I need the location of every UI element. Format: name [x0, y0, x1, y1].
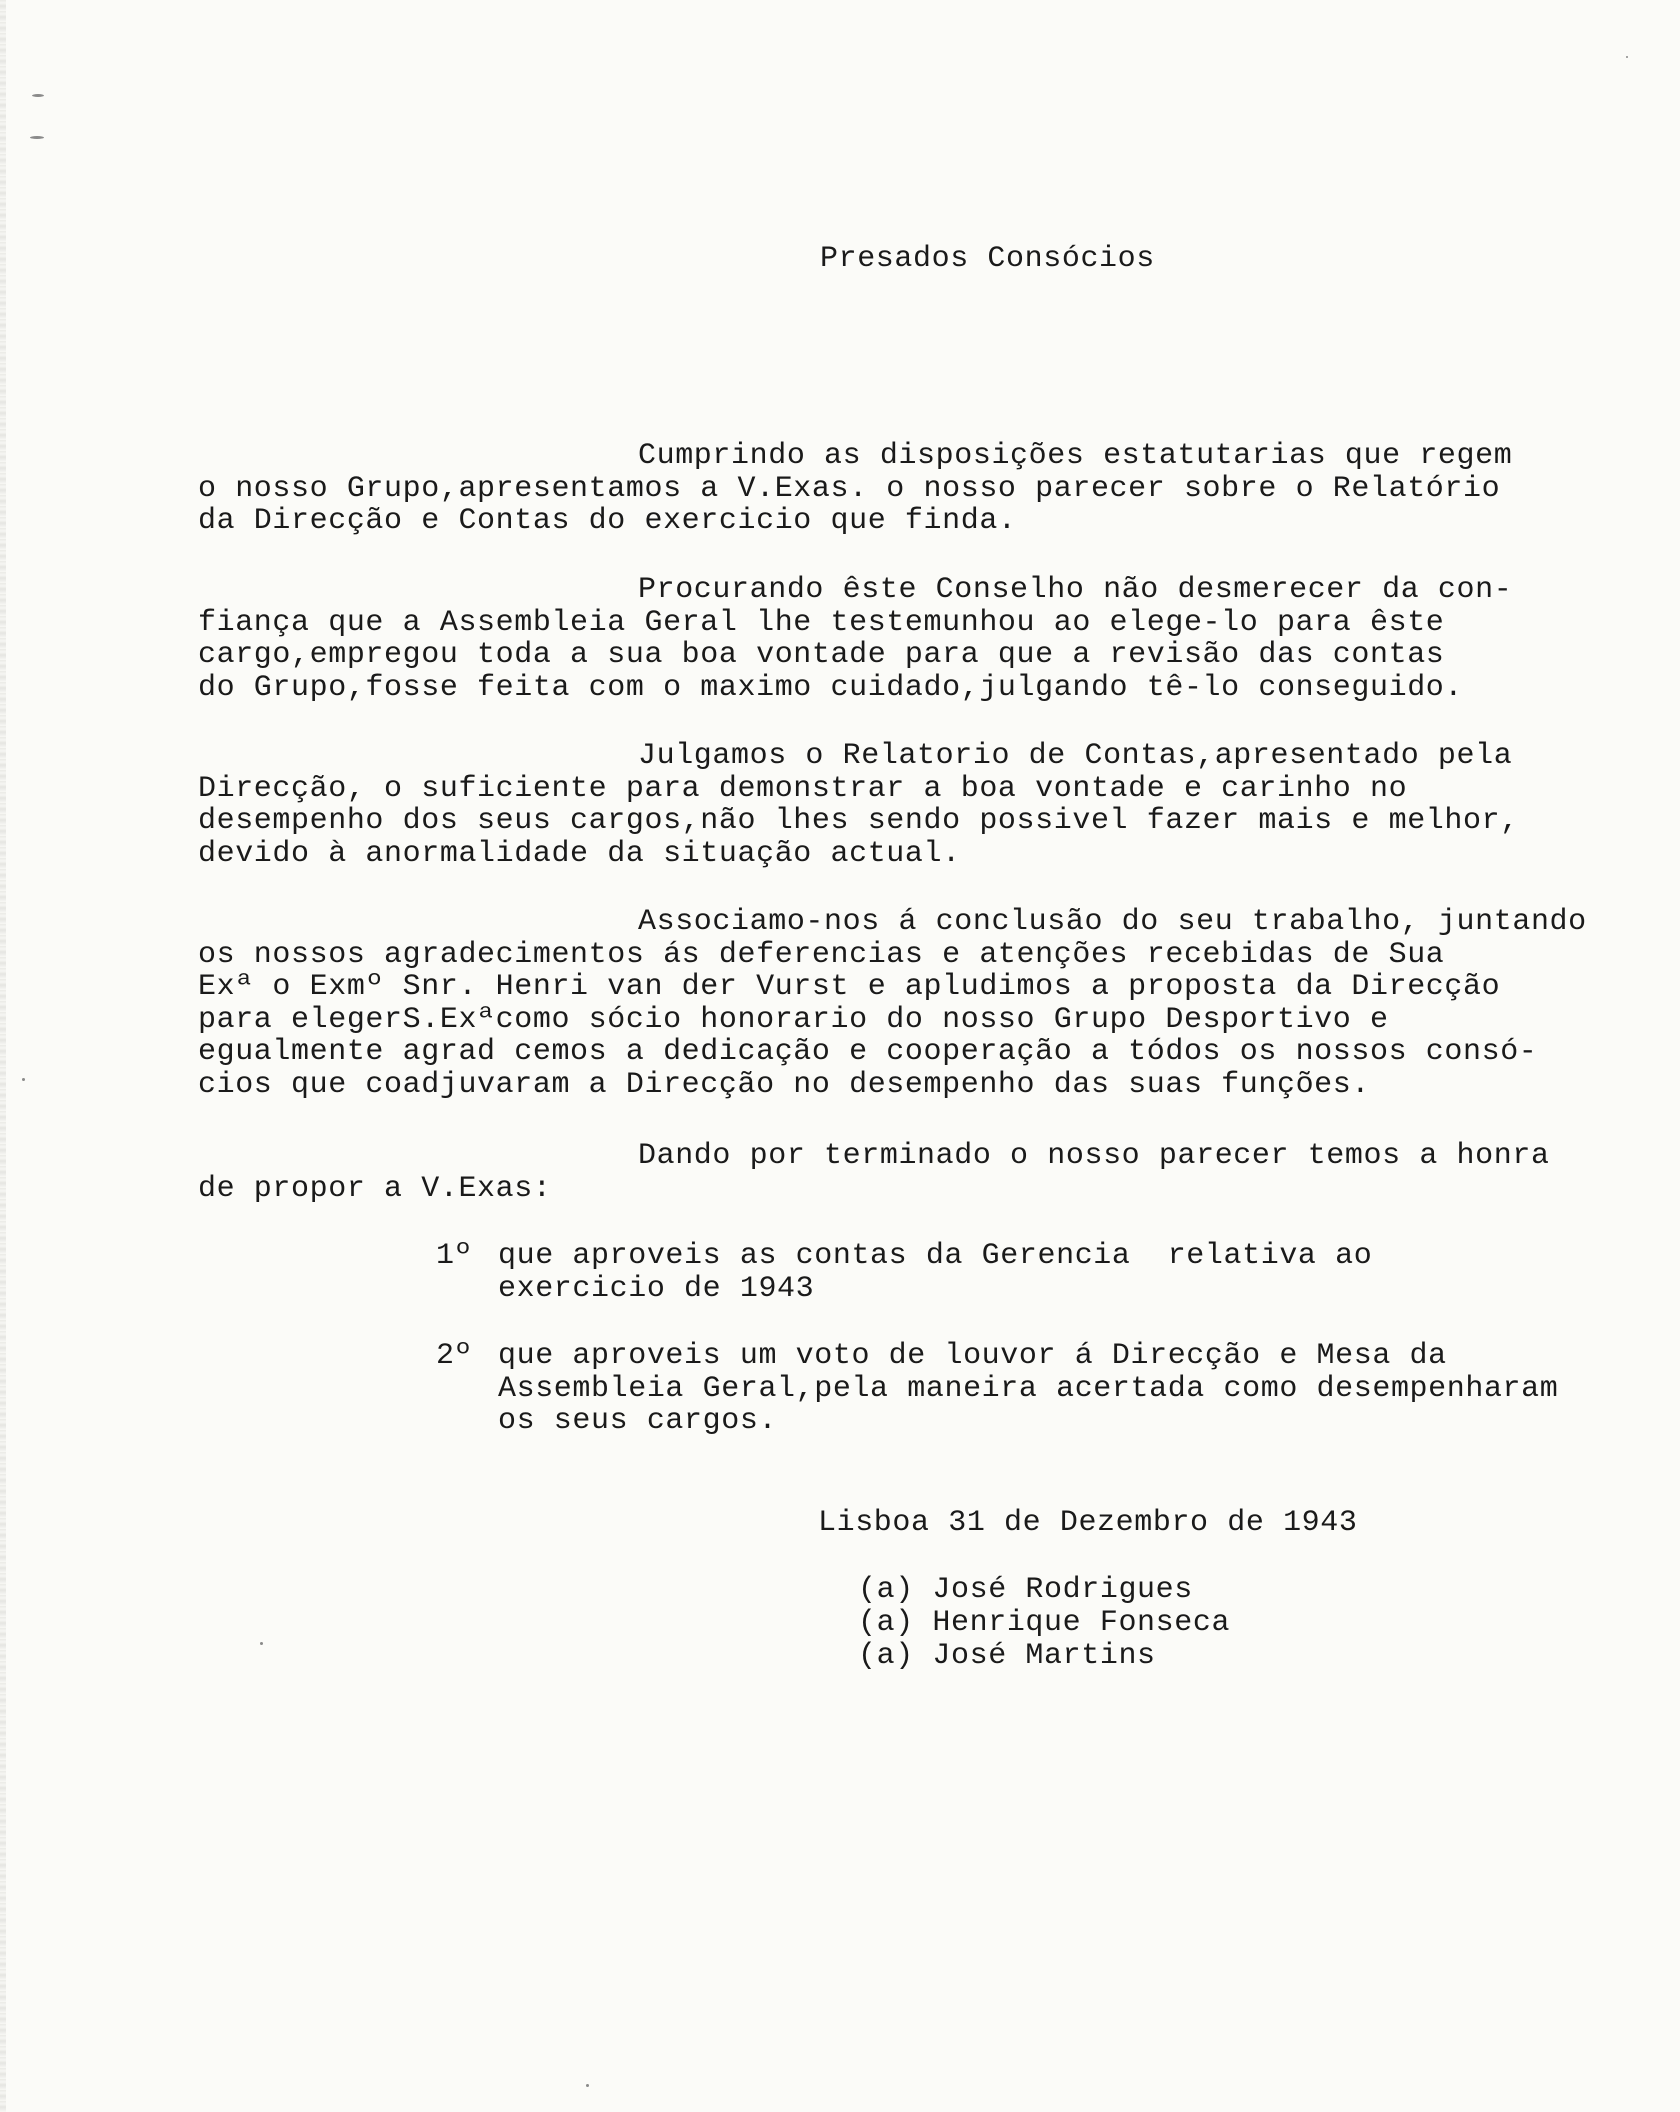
- scan-speck: [260, 1642, 263, 1645]
- paragraph-3: [198, 740, 1658, 870]
- paragraph-line: cios que coadjuvaram a Direcção no desempenho das suas funções.: [198, 1067, 1370, 1102]
- signature-block: [858, 1574, 1230, 1673]
- paragraph-line: desempenho dos seus cargos,não lhes sendo possivel fazer mais e melhor,: [198, 804, 1519, 838]
- paragraph-1: [198, 440, 1658, 538]
- paragraph-line: para elegerS.Exªcomo sócio honorario do nosso Grupo Desportivo e: [198, 1002, 1389, 1037]
- item-line: os seus cargos.: [498, 1404, 778, 1438]
- scan-speck: [22, 1078, 25, 1081]
- signature-line: (a) Henrique Fonseca: [858, 1606, 1231, 1640]
- scan-edge-noise: [0, 0, 6, 2112]
- scan-speck: [32, 94, 44, 97]
- paragraph-line: do Grupo,fosse feita com o maximo cuidado,julgando tê-lo conseguido.: [198, 670, 1463, 705]
- item-number: 1º: [436, 1239, 473, 1273]
- paragraph-line: Direcção, o suficiente para demonstrar a boa vontade e carinho no: [198, 771, 1408, 806]
- paragraph-line: de propor a V.Exas:: [198, 1171, 552, 1206]
- paragraph-line: devido à anormalidade da situação actual.: [198, 836, 961, 871]
- item-number: 2º: [436, 1339, 473, 1373]
- paragraph-line: cargo,empregou toda a sua boa vontade para que a revisão das contas: [198, 638, 1445, 672]
- paragraph-line: fiança que a Assembleia Geral lhe testemunhou ao elege-lo para êste: [198, 605, 1445, 640]
- paragraph-line: os nossos agradecimentos ás deferencias e atenções recebidas de Sua: [198, 937, 1445, 972]
- paragraph-line: Procurando êste Conselho não desmerecer da con-: [638, 573, 1513, 607]
- paragraph-4: [198, 906, 1658, 1101]
- item-line: que aproveis um voto de louvor á Direcção e Mesa da: [498, 1339, 1447, 1373]
- paragraph-line: Dando por terminado o nosso parecer temos a honra: [638, 1139, 1550, 1173]
- signature-line: (a) José Rodrigues: [858, 1573, 1193, 1607]
- dateline: Lisboa 31 de Dezembro de 1943: [818, 1506, 1358, 1540]
- paragraph-line: Associamo-nos á conclusão do seu trabalho, juntando: [638, 905, 1587, 939]
- paragraph-line: Exª o Exmº Snr. Henri van der Vurst e apludimos a proposta da Direcção: [198, 970, 1501, 1004]
- signature-line: (a) José Martins: [858, 1639, 1156, 1673]
- paragraph-line: o nosso Grupo,apresentamos a V.Exas. o nosso parecer sobre o Relatório: [198, 471, 1501, 506]
- item-line: Assembleia Geral,pela maneira acertada como desempenharam: [498, 1371, 1559, 1406]
- item-line: exercicio de 1943: [498, 1271, 815, 1306]
- paragraph-2: [198, 574, 1658, 704]
- scan-speck: [30, 136, 44, 139]
- paragraph-line: Cumprindo as disposições estatutarias que regem: [638, 439, 1513, 473]
- paragraph-line: da Direcção e Contas do exercicio que finda.: [198, 504, 1017, 538]
- salutation: Presados Consócios: [820, 242, 1155, 276]
- paragraph-line: egualmente agrad cemos a dedicação e cooperação a tódos os nossos consó-: [198, 1035, 1538, 1069]
- paragraph-line: Julgamos o Relatorio de Contas,apresentado pela: [638, 739, 1513, 773]
- item-line: que aproveis as contas da Gerencia relativa ao: [498, 1239, 1373, 1273]
- scan-speck: [586, 2084, 589, 2087]
- scan-speck: [1626, 56, 1628, 58]
- paragraph-5: [198, 1140, 1658, 1205]
